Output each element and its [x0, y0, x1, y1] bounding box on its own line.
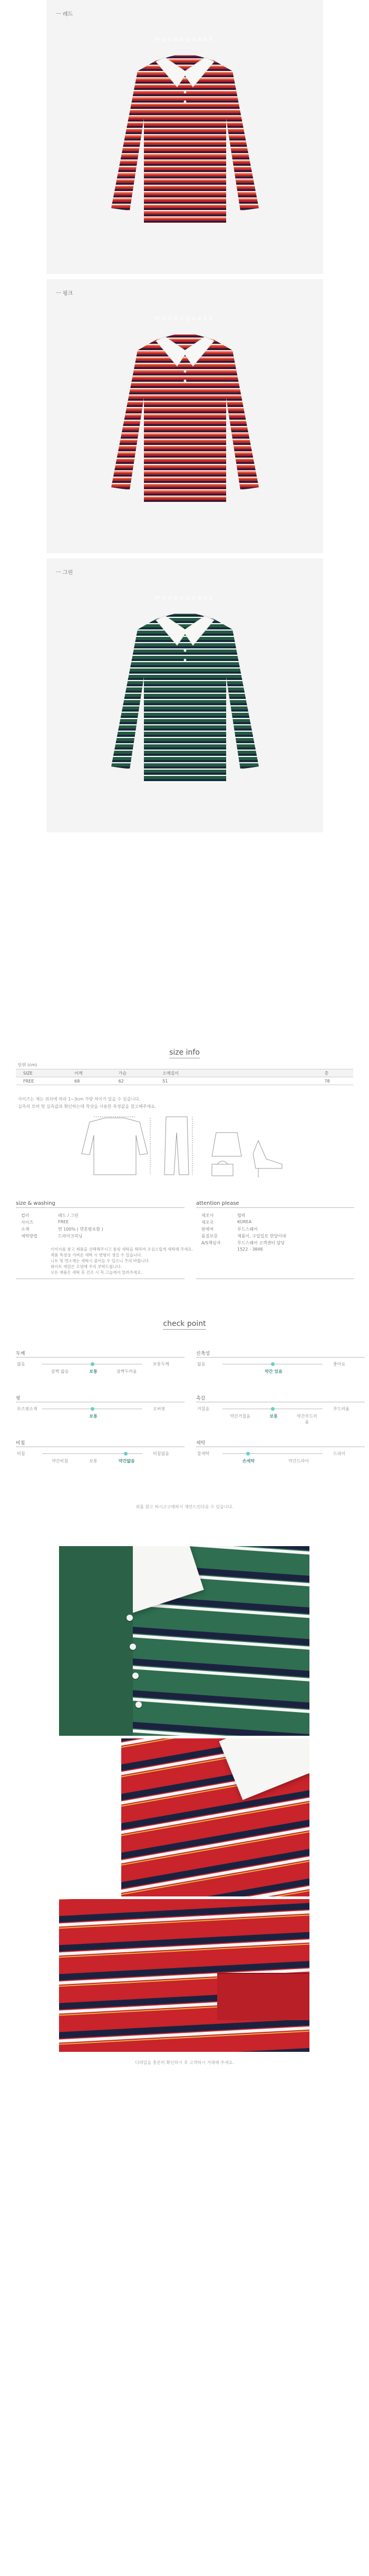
size-unit-note: 단위 (cm): [18, 1063, 37, 1067]
scale-min-label: 거칠음: [197, 1407, 210, 1411]
size-washing-title: size & washing: [16, 1201, 55, 1206]
size-col-size: SIZE: [16, 1069, 67, 1077]
info-key: 소재: [21, 1227, 30, 1232]
info-value: 무드스퀘어 고객센터 담당: [237, 1241, 285, 1245]
scale-min-label: 없음: [197, 1362, 206, 1366]
shirt-illustration: [106, 329, 264, 510]
watermark: MOODSQUARE: [154, 316, 215, 322]
scale-min-label: 물세탁: [197, 1451, 210, 1456]
color-label: ㅡ 핑크: [56, 291, 73, 297]
size-table: [16, 1069, 353, 1085]
size-col-length: 총: [317, 1069, 353, 1077]
size-col-chest: 가슴: [111, 1069, 156, 1077]
scale-max-label: 비침없음: [153, 1451, 169, 1456]
product-panel: [46, 558, 323, 832]
scale-option: 손세탁: [242, 1459, 255, 1463]
info-key: 판매처: [201, 1227, 214, 1232]
attention-title: attention please: [196, 1201, 239, 1206]
info-key: 사이즈: [21, 1220, 34, 1225]
info-value: 제품이, 구입일로 한달이내: [237, 1234, 286, 1238]
measurement-diagram: [74, 1112, 306, 1180]
product-panel: [46, 279, 323, 553]
detail-photo-red-cuff: [59, 1899, 309, 2052]
product-panel: [46, 0, 323, 274]
shirt-illustration: [106, 50, 264, 231]
info-key: 제조사: [201, 1213, 214, 1218]
check-point-title: check point: [0, 1320, 369, 1328]
info-value: 협력: [237, 1213, 246, 1218]
scale-option: 약간비침: [52, 1459, 69, 1463]
check-label: 비침: [16, 1441, 25, 1446]
watermark: MOODSQUARE: [154, 37, 215, 43]
detail-photo-green: [59, 1546, 309, 1736]
scale-max-label: 보통두께: [153, 1362, 169, 1366]
shirt-button: [130, 1644, 136, 1650]
info-key: 컬러: [21, 1213, 30, 1218]
info-value: 무드스퀘어: [237, 1227, 258, 1232]
color-label: ㅡ 그린: [56, 570, 73, 576]
scale-max-label: 오버핏: [153, 1407, 166, 1411]
check-label: 세탁: [196, 1441, 206, 1446]
info-value: 레드 / 그린: [58, 1213, 79, 1218]
scale-option: 약간얇음: [118, 1459, 135, 1463]
scale-option: 살짝두꺼움: [116, 1369, 137, 1374]
shirt-button: [127, 1615, 133, 1621]
shirt-button: [135, 1702, 142, 1708]
washing-note: 이미지를 참고 제품을 선택해주시고 롤링 세탁을 택하여 조심스럽게 세탁해 주세요. 제품 특성상 가벼운 세탁 시 변형이 생길 수 있습니다. 니트 및 면소재는 세탁시 줄어들 수 있으니 주의 바랍니다. 화이트 계열은 오염에 주의 부탁드립니다. 모든 제품은 세탁 후 건조 시 꼭 그늘에서 말려주세요.: [51, 1247, 193, 1275]
info-value: KOREA: [237, 1220, 252, 1224]
scale-option: 약간거칠음: [230, 1414, 250, 1419]
check-label: 촉감: [196, 1396, 206, 1401]
size-table-row: FREE 68 62 51 78: [16, 1077, 353, 1085]
selected-dot: [271, 1362, 275, 1366]
info-key: 품질보증: [201, 1234, 218, 1238]
info-value: FREE: [58, 1220, 69, 1224]
cuff: [217, 1973, 309, 2020]
check-point-note: 위를 참고 하시고구매하시 제안드린다음 수 있습니다.: [135, 1505, 234, 1509]
scale-option: 약간드라이: [288, 1459, 309, 1463]
selected-dot: [91, 1362, 94, 1366]
info-key: 제조국: [201, 1220, 214, 1225]
selected-dot: [91, 1407, 94, 1411]
shirt-illustration: [106, 608, 264, 789]
scale-max-label: 부드러움: [333, 1407, 349, 1411]
info-value: 드라이크리닝: [58, 1234, 83, 1238]
size-note: 사이즈는 재는 위치에 따라 1~3cm 가량 차이가 있을 수 있습니다. 실측의 모바 및 실측값과 확인하는데 착샷을 사용한 측정값을 참고해주세요.: [18, 1097, 157, 1109]
scale-option: 보통: [89, 1414, 98, 1419]
size-col-shoulder: 어깨: [67, 1069, 111, 1077]
selected-dot: [246, 1452, 250, 1456]
footer-caption: 디테일을 충분히 확인하시 후 고객하시 거래해 주세요.: [135, 2060, 234, 2065]
shirt-button: [132, 1673, 139, 1679]
scale-max-label: 드라이: [333, 1451, 346, 1456]
info-key: A/S책임자: [201, 1241, 221, 1245]
size-col-sleeve: 소매길이: [155, 1069, 222, 1077]
info-value: 1522 - 3846: [237, 1247, 263, 1252]
detail-photo-red-collar: [121, 1738, 309, 1896]
selected-dot: [271, 1407, 275, 1411]
check-label: 신축성: [196, 1351, 210, 1356]
check-label: 핏: [16, 1396, 21, 1401]
info-key: 세탁방법: [21, 1234, 37, 1238]
watermark: MOODSQUARE: [154, 595, 215, 601]
scale-option: 보통: [89, 1369, 98, 1374]
size-info-title: size info: [0, 1048, 369, 1057]
check-label: 두께: [16, 1351, 25, 1356]
scale-max-label: 좋아요: [333, 1362, 346, 1366]
scale-min-label: 비침: [17, 1451, 25, 1456]
info-value: 면 100% ( 면혼방포함 ): [58, 1227, 103, 1232]
selected-dot: [124, 1452, 128, 1456]
scale-option: 약간 있음: [265, 1369, 283, 1374]
size-table-header: [16, 1069, 353, 1077]
color-label: ㅡ 레드: [56, 12, 73, 17]
scale-option: 보통: [89, 1459, 98, 1463]
scale-min-label: 루즈핏소재: [17, 1407, 37, 1411]
scale-min-label: 얇음: [17, 1362, 25, 1366]
scale-option: 약간부드러움: [297, 1414, 317, 1424]
scale-option: 살짝 얇음: [51, 1369, 69, 1374]
scale-option: 보통: [269, 1414, 278, 1419]
